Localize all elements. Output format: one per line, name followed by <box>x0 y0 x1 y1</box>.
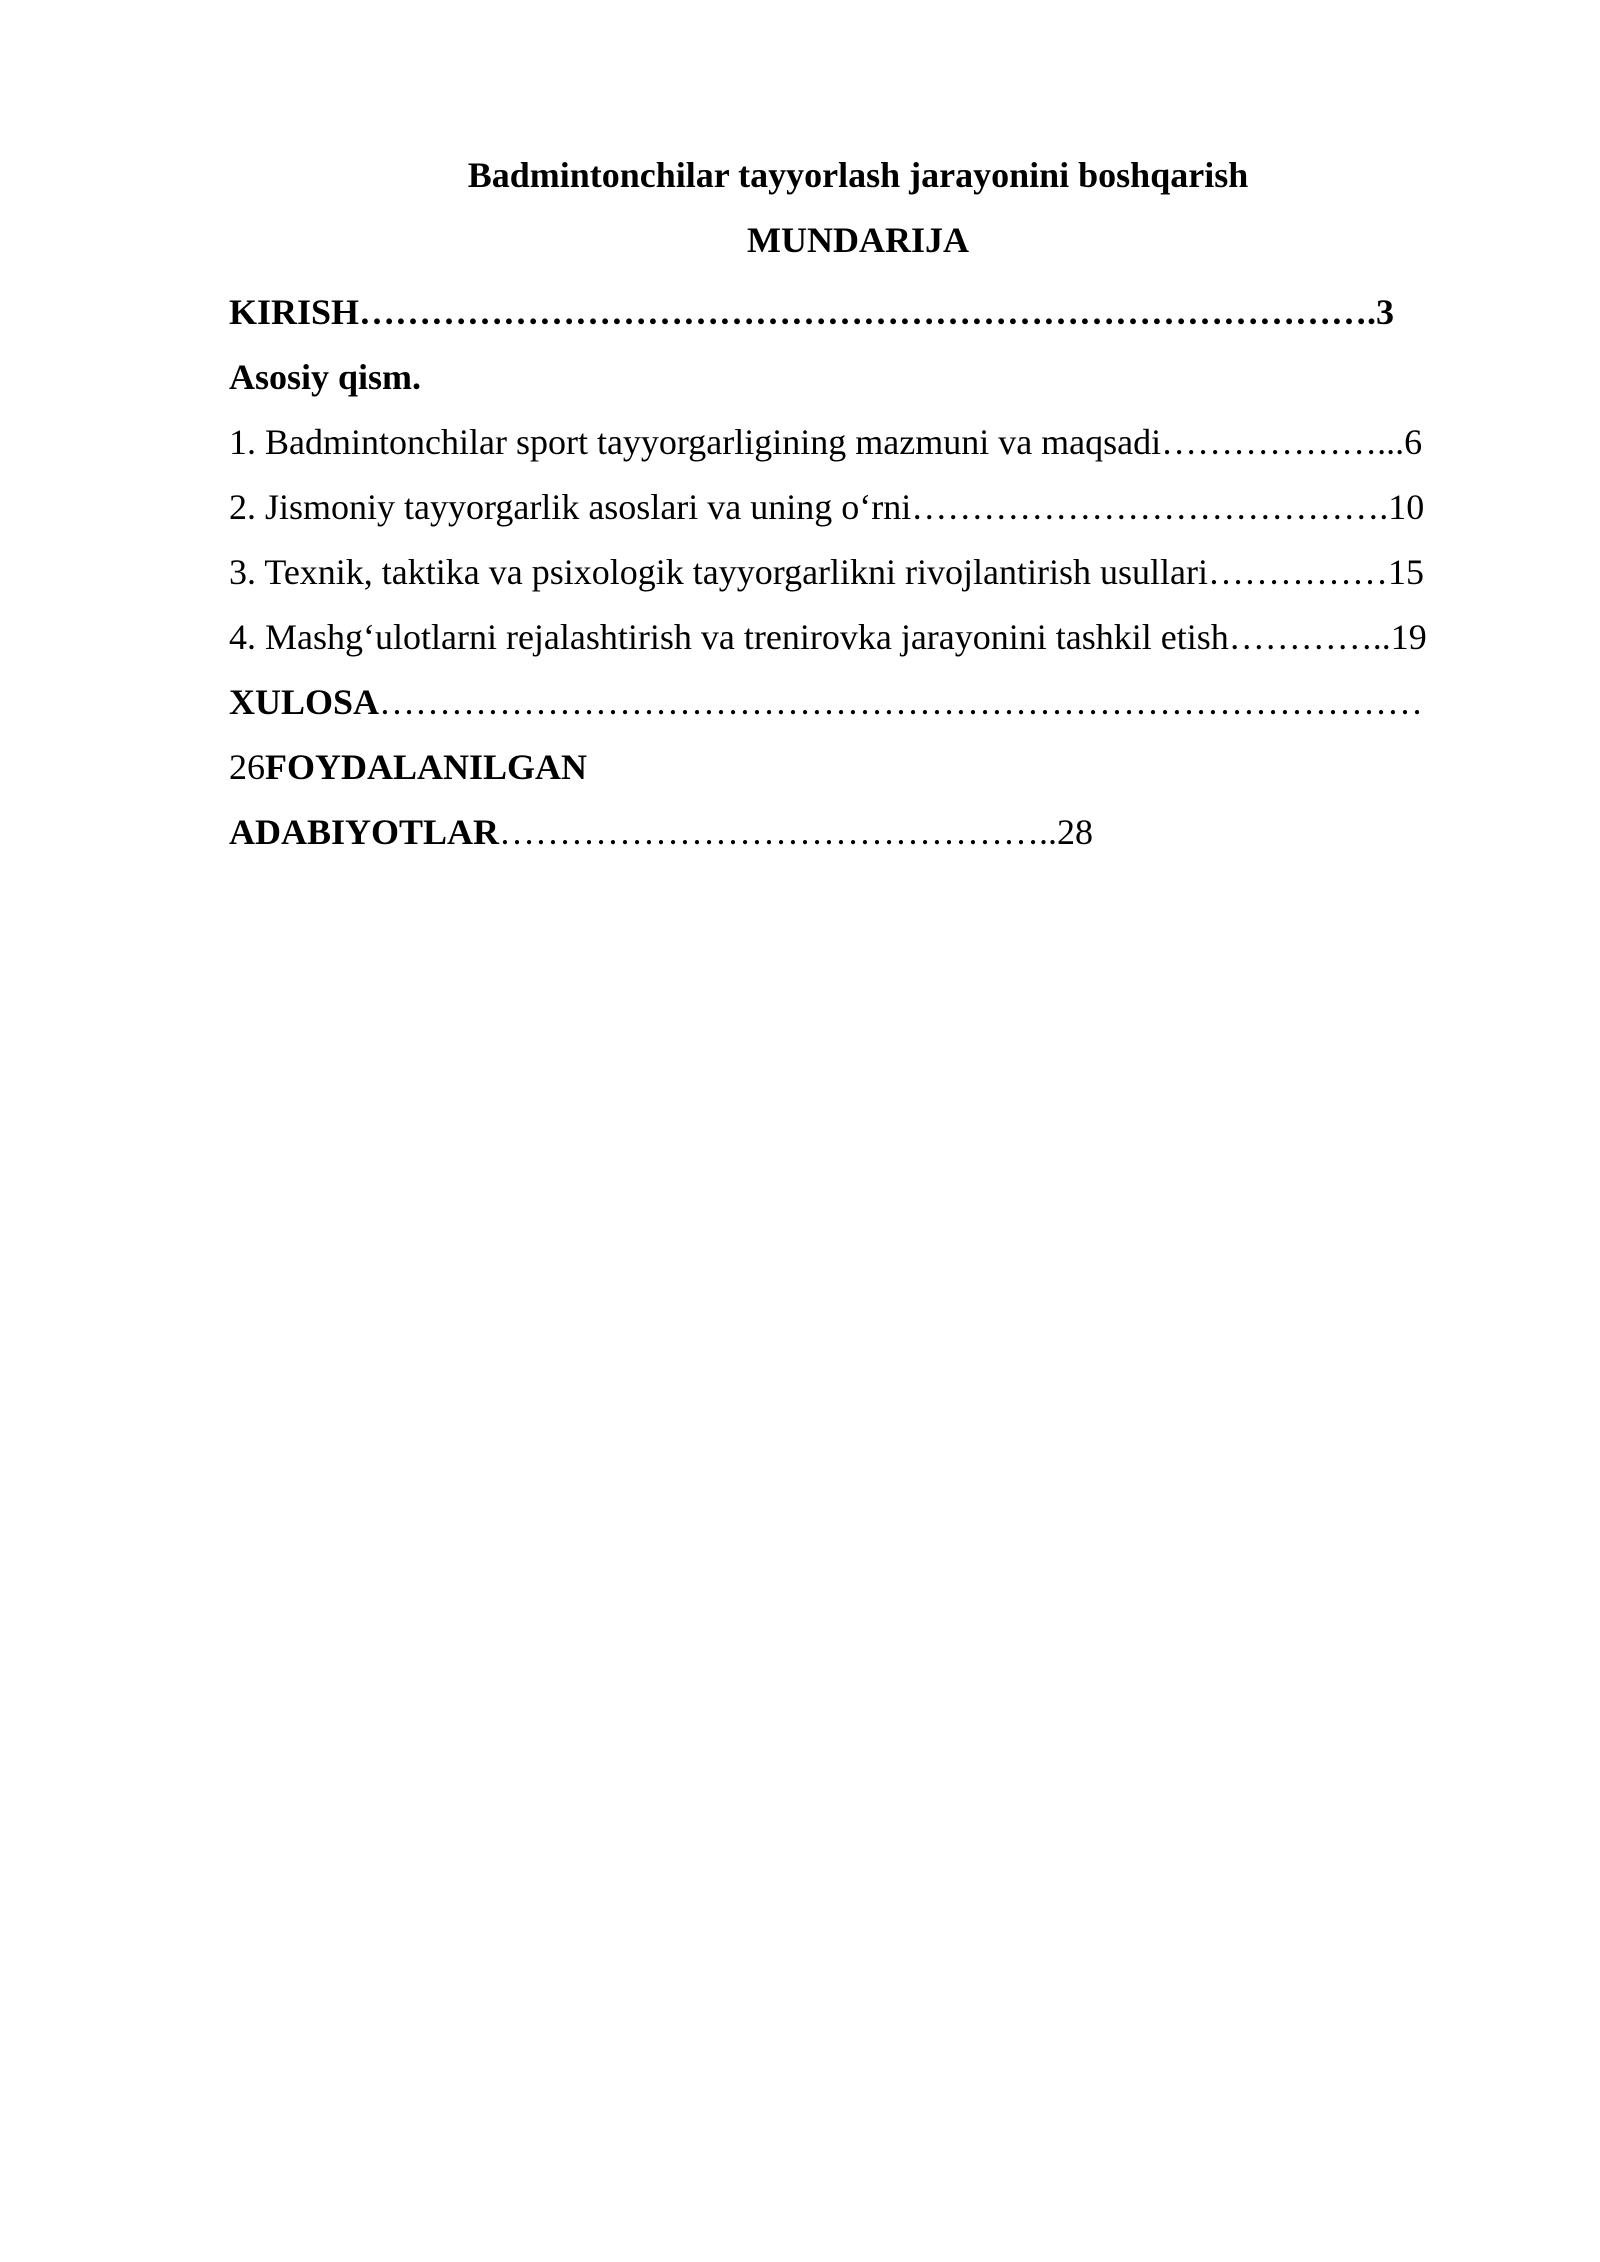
toc-entry-page: ...6 <box>1377 422 1423 462</box>
toc-entry-1 <box>229 410 1489 475</box>
toc-references-page: ..28 <box>1039 812 1094 852</box>
toc-entry-page: .10 <box>1379 487 1425 527</box>
toc-entry-label: 3. Texnik, taktika va psixologik tayyorgarlikni rivojlantirish usullari <box>229 552 1209 592</box>
toc-references-label-part1: FOYDALANILGAN <box>265 747 588 787</box>
toc-entry-3 <box>229 540 1489 605</box>
toc-entry-label: 2. Jismoniy tayyorgarlik asoslari va uning o‘rni <box>229 487 912 527</box>
toc-entry-leader: ……………… <box>1161 422 1378 462</box>
toc-entry-2 <box>229 475 1489 540</box>
toc-entry-label: 1. Badmintonchilar sport tayyorgarligining mazmuni va maqsadi <box>229 422 1162 462</box>
toc-heading: MUNDARIJA <box>747 220 969 260</box>
toc-intro-leader: ………………………………………………………………………… <box>359 292 1368 332</box>
toc-conclusion-page: 26 <box>229 747 265 787</box>
toc-entry-intro <box>229 280 1489 345</box>
toc-conclusion-label: XULOSA <box>229 682 380 722</box>
table-of-contents <box>229 280 1489 865</box>
toc-entry-conclusion <box>229 670 1489 735</box>
toc-entry-leader: ………………………………… <box>911 487 1380 527</box>
toc-intro-page: .3 <box>1367 292 1395 332</box>
toc-entry-references-line1 <box>229 735 1489 800</box>
document-title: Badmintonchilar tayyorlash jarayonini boshqarish <box>467 155 1249 195</box>
toc-entry-page: ..19 <box>1372 617 1427 657</box>
toc-entry-leader: …………… <box>1208 552 1389 592</box>
toc-entry-references-line2 <box>229 800 1489 865</box>
toc-intro-label: KIRISH <box>229 292 360 332</box>
toc-conclusion-leader: …………………………………………………………………………… <box>379 682 1424 722</box>
toc-references-leader: ……………………………………… <box>499 812 1040 852</box>
toc-entry-4 <box>229 605 1489 670</box>
toc-references-label-part2: ADABIYOTLAR <box>229 812 500 852</box>
toc-main-part-heading: Asosiy qism. <box>229 357 422 397</box>
toc-entry-label: 4. Mashg‘ulotlarni rejalashtirish va trenirovka jarayonini tashkil etish <box>229 617 1229 657</box>
toc-entry-page: 15 <box>1388 552 1425 592</box>
toc-entry-leader: ………… <box>1228 617 1373 657</box>
